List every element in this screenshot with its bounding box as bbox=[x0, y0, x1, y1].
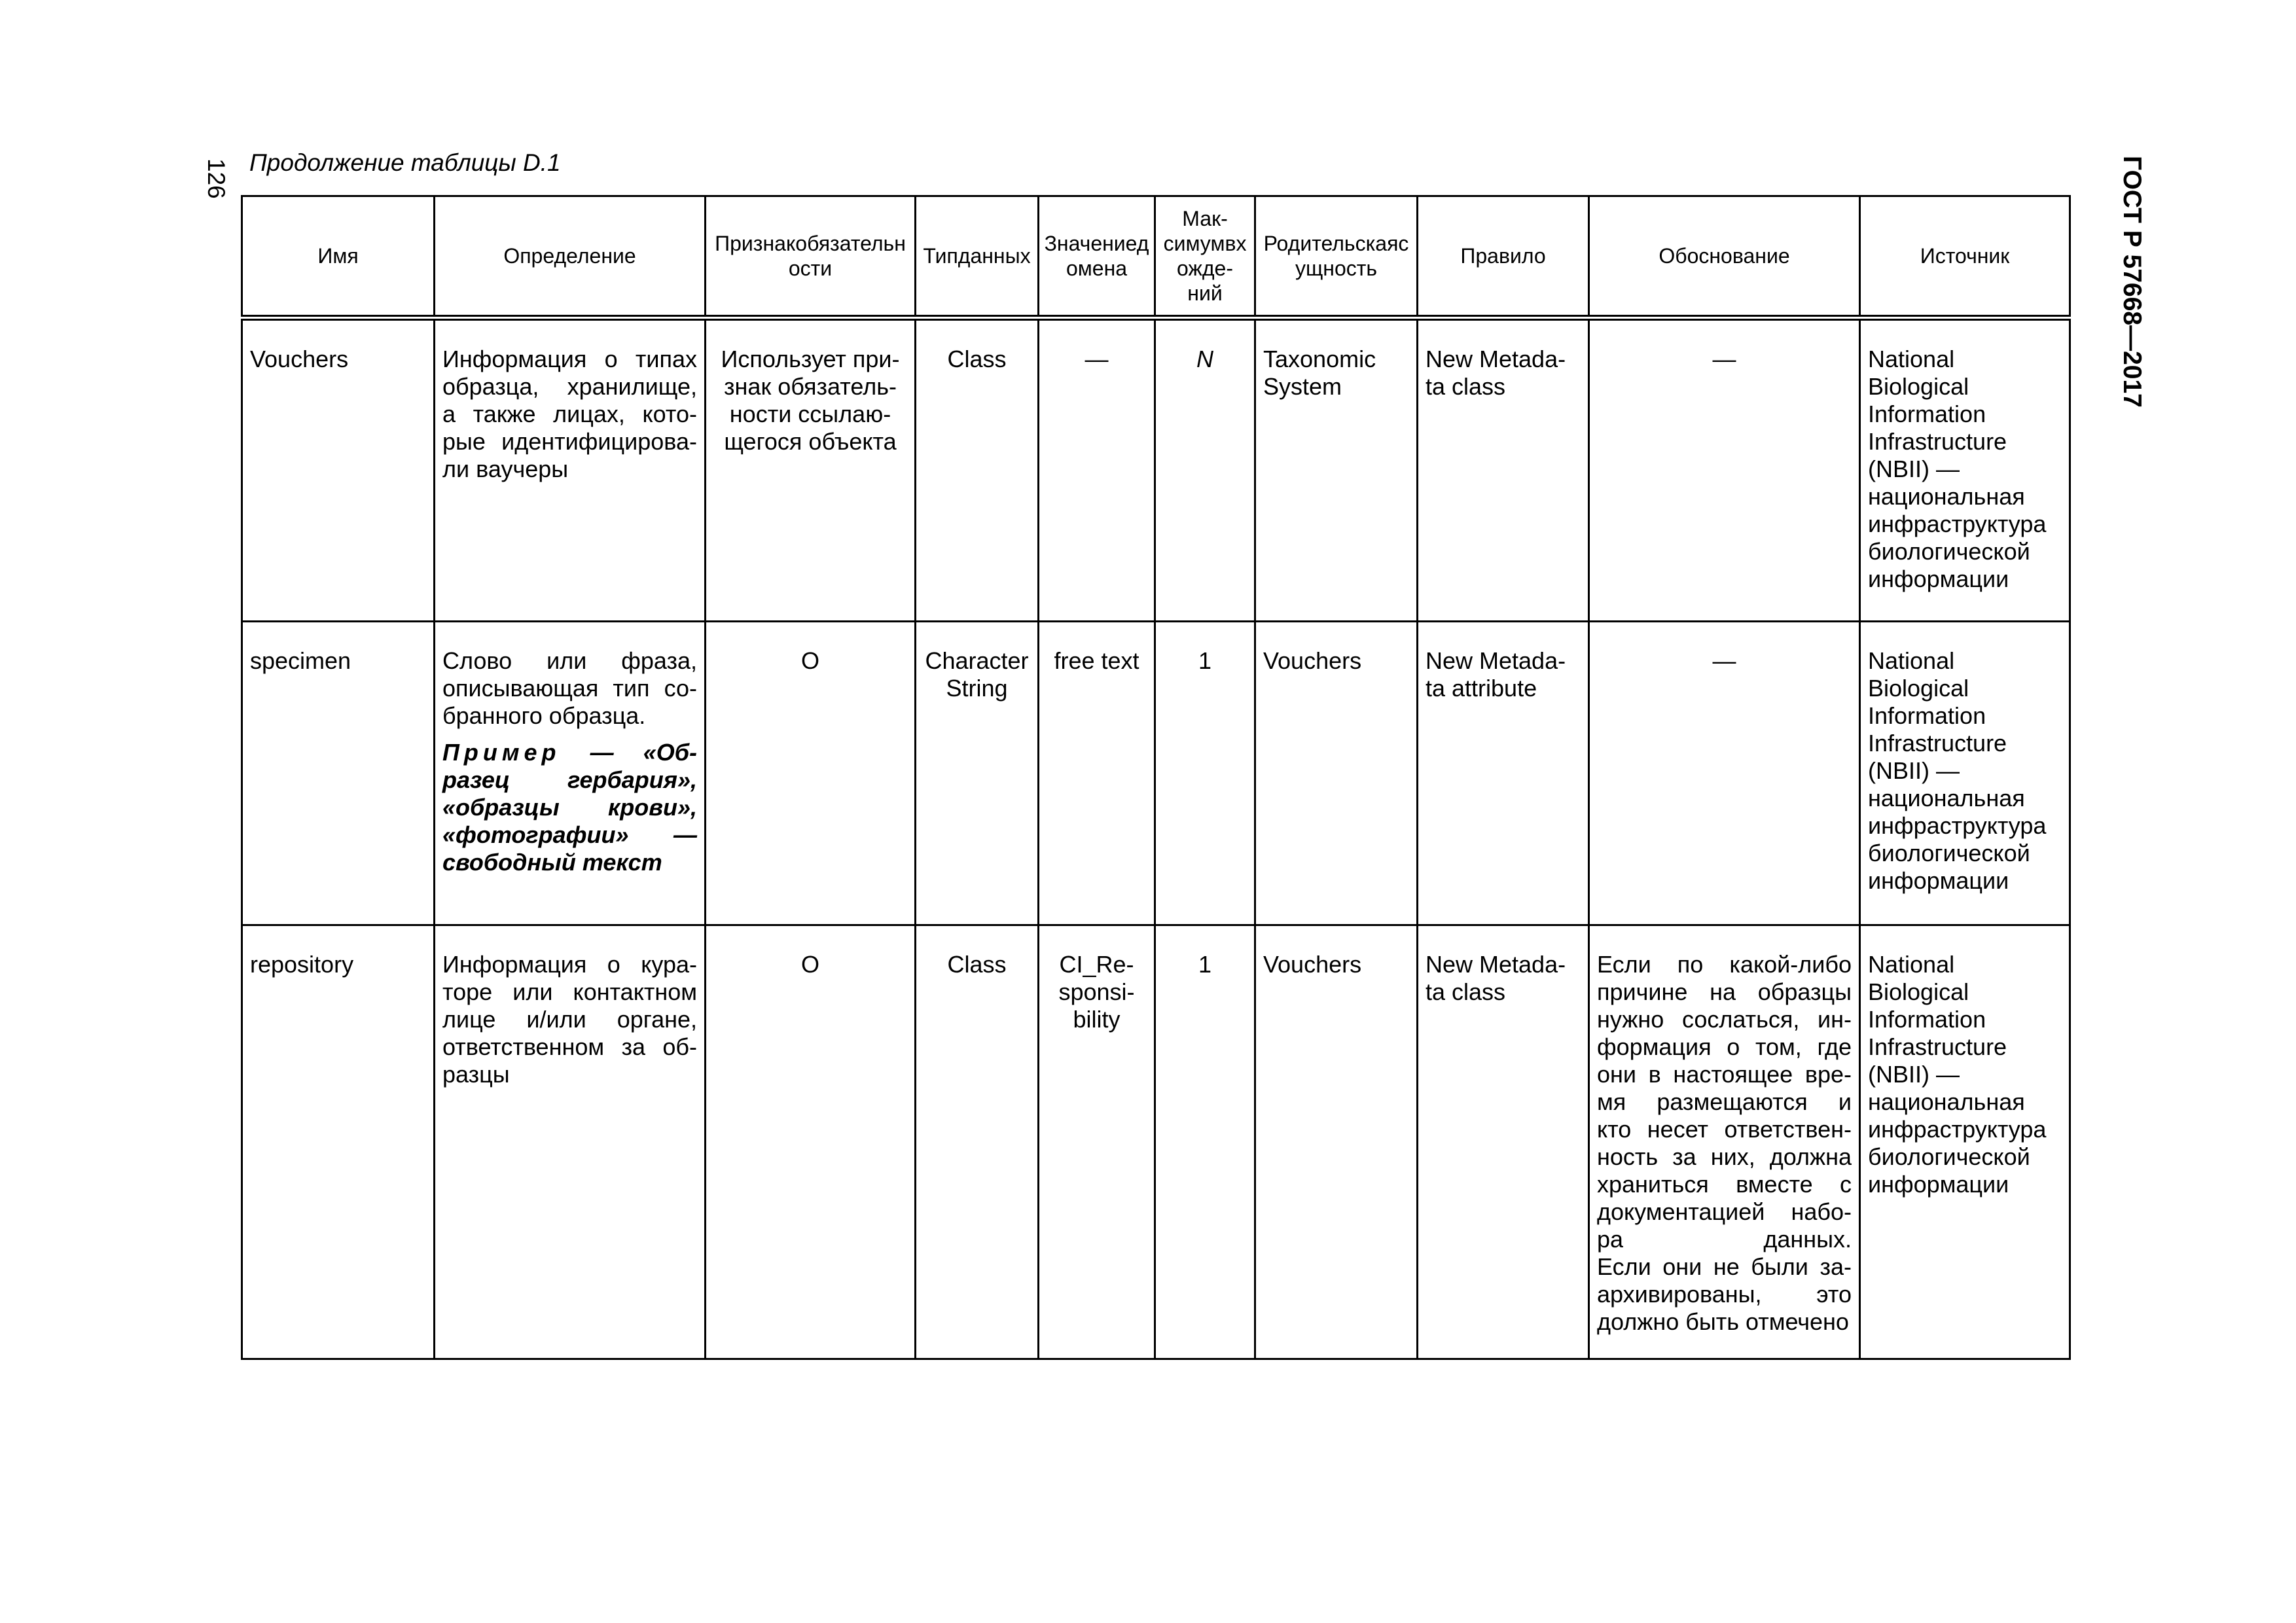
cell-line: информации bbox=[1868, 867, 2009, 894]
cell-line: System bbox=[1263, 373, 1342, 400]
cell-rationale bbox=[1589, 925, 1860, 1359]
cell-source bbox=[1860, 318, 2070, 622]
cell-line: а также лицах, кото- bbox=[442, 401, 697, 427]
cell-line: ности ссылаю- bbox=[729, 401, 891, 427]
cell-source bbox=[1860, 925, 2070, 1359]
table-row bbox=[242, 925, 2070, 1359]
cell-line: — bbox=[1712, 647, 1736, 674]
cell-line: домена bbox=[1066, 232, 1149, 280]
cell-line: причине на образцы bbox=[1597, 978, 1852, 1005]
cell-line: (NBII) — bbox=[1868, 455, 1960, 482]
cell-line: храниться вместе с bbox=[1597, 1171, 1852, 1198]
cell-parent bbox=[1255, 622, 1418, 925]
cell-line: Информация о кура- bbox=[442, 951, 697, 978]
cell-line: описывающая тип со- bbox=[442, 675, 697, 702]
cell-line: торе или контактном bbox=[442, 978, 697, 1005]
cell-line: сущность bbox=[1295, 232, 1409, 280]
cell-datatype bbox=[916, 318, 1039, 622]
cell-line: вхожде- bbox=[1177, 232, 1247, 280]
cell-line: Biological bbox=[1868, 373, 1969, 400]
page-number: 126 bbox=[203, 158, 230, 199]
cell-line: Class bbox=[947, 951, 1007, 978]
cell-line: bility bbox=[1073, 1006, 1121, 1033]
cell-line: free text bbox=[1054, 647, 1139, 674]
cell-definition bbox=[435, 925, 706, 1359]
cell-line: — bbox=[1085, 346, 1109, 372]
table-caption: Продолжение таблицы D.1 bbox=[249, 149, 561, 176]
cell-line: Infrastructure bbox=[1868, 428, 2007, 455]
cell-line: O bbox=[800, 647, 819, 674]
cell-domain bbox=[1039, 925, 1155, 1359]
cell-line: sponsi- bbox=[1058, 978, 1135, 1005]
cell-line: мя размещаются и bbox=[1597, 1088, 1852, 1115]
cell-datatype bbox=[916, 622, 1039, 925]
cell-rationale bbox=[1589, 318, 1860, 622]
cell-line: National bbox=[1868, 647, 1955, 674]
header-rationale: Обоснование bbox=[1589, 196, 1860, 318]
cell-line: O bbox=[800, 951, 819, 978]
cell-line: знак обязатель- bbox=[724, 373, 897, 400]
cell-line: Родительская bbox=[1263, 232, 1399, 255]
header-name: Имя bbox=[242, 196, 435, 318]
cell-line: Признак bbox=[715, 232, 796, 255]
cell-line: ta class bbox=[1426, 978, 1506, 1005]
header-definition: Определение bbox=[435, 196, 706, 318]
cell-line: ли ваучеры bbox=[442, 455, 569, 482]
table-row bbox=[242, 622, 2070, 925]
cell-line: Information bbox=[1868, 1006, 1986, 1033]
header-row bbox=[242, 196, 2070, 318]
header-source: Источник bbox=[1860, 196, 2070, 318]
cell-line: информации bbox=[1868, 1171, 2009, 1198]
cell-line: национальная bbox=[1868, 785, 2025, 812]
cell-datatype bbox=[916, 925, 1039, 1359]
cell-line: нужно сослаться, ин- bbox=[1597, 1006, 1852, 1033]
cell-line: инфраструктура bbox=[1868, 510, 2047, 537]
cell-line: образца, хранилище, bbox=[442, 373, 697, 400]
cell-line: лице и/или органе, bbox=[442, 1006, 697, 1033]
example-line: «образцы крови», bbox=[442, 794, 697, 821]
cell-line: Character bbox=[925, 647, 1029, 674]
example-line: — «Об- bbox=[590, 739, 697, 766]
cell-line: ответственном за об- bbox=[442, 1033, 697, 1060]
cell-line: — bbox=[1712, 346, 1736, 372]
cell-line: ta attribute bbox=[1426, 675, 1537, 702]
cell-line: формация о том, где bbox=[1597, 1033, 1852, 1060]
cell-line: биологической bbox=[1868, 840, 2030, 866]
document-id: ГОСТ Р 57668—2017 bbox=[2118, 156, 2146, 408]
example-label: Пример bbox=[442, 739, 561, 766]
cell-line: Information bbox=[1868, 702, 1986, 729]
cell-obligation bbox=[706, 318, 916, 622]
cell-line: они в настоящее вре- bbox=[1597, 1061, 1852, 1088]
cell-line: Information bbox=[1868, 401, 1986, 427]
header-domain bbox=[1039, 196, 1155, 318]
cell-domain bbox=[1039, 318, 1155, 622]
cell-line: New Metada- bbox=[1426, 647, 1566, 674]
cell-definition bbox=[435, 622, 706, 925]
example-note bbox=[442, 739, 697, 876]
cell-rule bbox=[1418, 925, 1589, 1359]
cell-line: Vouchers bbox=[1263, 951, 1362, 978]
cell-parent bbox=[1255, 318, 1418, 622]
cell-line: национальная bbox=[1868, 1088, 2025, 1115]
cell-line: ра данных. bbox=[1597, 1226, 1852, 1253]
header-rule: Правило bbox=[1418, 196, 1589, 318]
cell-max-occurrence: 1 bbox=[1155, 925, 1255, 1359]
cell-line: Infrastructure bbox=[1868, 730, 2007, 757]
cell-rule bbox=[1418, 318, 1589, 622]
cell-line: бранного образца. bbox=[442, 702, 646, 729]
cell-obligation bbox=[706, 925, 916, 1359]
cell-line: щегося объекта bbox=[724, 428, 897, 455]
cell-line: данных bbox=[958, 244, 1031, 268]
cell-line: Biological bbox=[1868, 978, 1969, 1005]
cell-line: инфраструктура bbox=[1868, 812, 2047, 839]
cell-line: Class bbox=[947, 346, 1007, 372]
cell-line: CI_Re- bbox=[1059, 951, 1134, 978]
example-line: свободный текст bbox=[442, 849, 662, 876]
cell-line: Если по какой-либо bbox=[1597, 951, 1852, 978]
cell-line: Информация о типах bbox=[442, 346, 697, 372]
cell-max-occurrence: N bbox=[1155, 318, 1255, 622]
cell-line: Taxonomic bbox=[1263, 346, 1376, 372]
cell-definition bbox=[435, 318, 706, 622]
cell-line: New Metada- bbox=[1426, 346, 1566, 372]
cell-line: String bbox=[946, 675, 1008, 702]
header-max-occurrence bbox=[1155, 196, 1255, 318]
cell-name: specimen bbox=[242, 622, 435, 925]
cell-max-occurrence: 1 bbox=[1155, 622, 1255, 925]
cell-line: должно быть отмечено bbox=[1597, 1308, 1849, 1335]
cell-line: Biological bbox=[1868, 675, 1969, 702]
cell-line: National bbox=[1868, 951, 1955, 978]
cell-parent bbox=[1255, 925, 1418, 1359]
definition-text bbox=[442, 647, 697, 730]
cell-obligation bbox=[706, 622, 916, 925]
cell-line: ta class bbox=[1426, 373, 1506, 400]
metadata-table bbox=[241, 195, 2071, 1360]
cell-line: Слово или фраза, bbox=[442, 647, 697, 674]
table-row bbox=[242, 318, 2070, 622]
header-parent bbox=[1255, 196, 1418, 318]
cell-line: биологической bbox=[1868, 1143, 2030, 1170]
cell-line: архивированы, это bbox=[1597, 1281, 1852, 1308]
cell-line: рые идентифицирова- bbox=[442, 428, 697, 455]
example-line: «фотографии» — bbox=[442, 821, 697, 848]
cell-line: Если они не были за- bbox=[1597, 1253, 1852, 1280]
cell-source bbox=[1860, 622, 2070, 925]
cell-domain bbox=[1039, 622, 1155, 925]
cell-line: информации bbox=[1868, 565, 2009, 592]
cell-line: Значение bbox=[1044, 232, 1137, 255]
cell-line: (NBII) — bbox=[1868, 1061, 1960, 1088]
cell-name: repository bbox=[242, 925, 435, 1359]
cell-line: ний bbox=[1187, 281, 1223, 305]
cell-line: Infrastructure bbox=[1868, 1033, 2007, 1060]
cell-line: Мак- bbox=[1182, 207, 1228, 230]
cell-line: биологической bbox=[1868, 538, 2030, 565]
cell-name: Vouchers bbox=[242, 318, 435, 622]
cell-line: Vouchers bbox=[1263, 647, 1362, 674]
cell-line: разцы bbox=[442, 1061, 510, 1088]
header-datatype bbox=[916, 196, 1039, 318]
cell-line: Тип bbox=[923, 244, 958, 268]
cell-line: инфраструктура bbox=[1868, 1116, 2047, 1143]
cell-rule bbox=[1418, 622, 1589, 925]
cell-line: документацией набо- bbox=[1597, 1198, 1852, 1225]
cell-line: кто несет ответствен- bbox=[1597, 1116, 1852, 1143]
cell-line: национальная bbox=[1868, 483, 2025, 510]
example-first-line bbox=[442, 739, 697, 766]
cell-line: ность за них, должна bbox=[1597, 1143, 1852, 1170]
cell-line: Использует при- bbox=[721, 346, 900, 372]
cell-line: National bbox=[1868, 346, 1955, 372]
example-line: разец гербария», bbox=[442, 766, 697, 793]
cell-rationale bbox=[1589, 622, 1860, 925]
cell-line: (NBII) — bbox=[1868, 757, 1960, 784]
cell-line: New Metada- bbox=[1426, 951, 1566, 978]
cell-line: обязательности bbox=[788, 232, 906, 280]
cell-line: симум bbox=[1163, 232, 1225, 255]
header-obligation bbox=[706, 196, 916, 318]
